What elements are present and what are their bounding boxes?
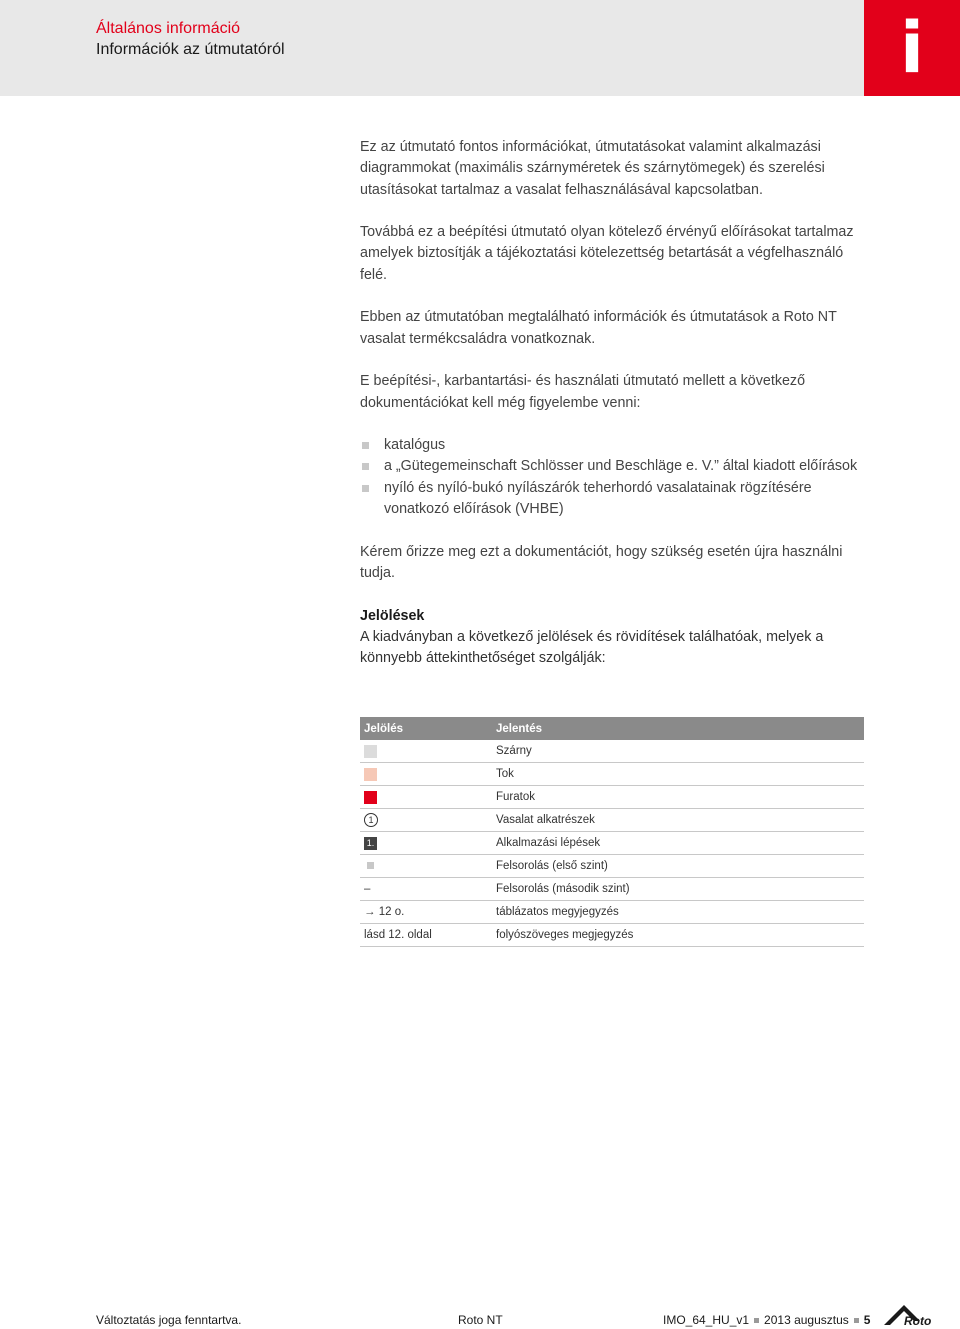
page-reference: 12 o. xyxy=(378,906,405,918)
roto-logo xyxy=(884,1303,936,1327)
bullet-icon xyxy=(362,463,369,470)
table-row: – Felsorolás (második szint) xyxy=(360,878,864,901)
page-header xyxy=(0,0,960,96)
table-row: 1. Alkalmazási lépések xyxy=(360,832,864,855)
table-row: 1 Vasalat alkatrészek xyxy=(360,809,864,832)
table-row: → 12 o. táblázatos megyjegyzés xyxy=(360,901,864,924)
footer-notice: Változtatás joga fenntartva. xyxy=(96,1313,242,1327)
table-header-row xyxy=(360,717,864,740)
bullet-icon xyxy=(362,485,369,492)
sash-color-swatch xyxy=(364,745,377,758)
dash-icon: – xyxy=(364,883,371,895)
see-page-reference: lásd 12. oldal xyxy=(360,924,492,947)
separator-icon xyxy=(754,1318,759,1323)
obligation-paragraph: Továbbá ez a beépítési útmutató olyan kötelező érvényű előírásokat tartalmaz amelyek biztosítják a tájékoztatási kötelezettség betartását a végfelhasználó felé. xyxy=(360,224,854,283)
bullet-icon xyxy=(367,862,374,869)
arrow-right-icon: → xyxy=(364,906,376,918)
table-row: Szárny xyxy=(360,740,864,763)
documents-paragraph: E beépítési-, karbantartási- és használati útmutató mellett a következő dokumentációkat kell még figyelembe venni: xyxy=(360,373,806,411)
frame-color-swatch xyxy=(364,768,377,781)
table-row: Furatok xyxy=(360,786,864,809)
column-header-meaning: Jelentés xyxy=(492,717,864,740)
closing-paragraph: Kérem őrizze meg ezt a dokumentációt, hogy szükség esetén újra használni tudja. xyxy=(360,543,843,581)
section-title: Általános információ xyxy=(96,20,241,37)
markings-table xyxy=(360,717,864,947)
bullet-icon xyxy=(362,442,369,449)
info-icon: i xyxy=(864,0,960,96)
circled-number-icon: 1 xyxy=(364,813,378,827)
table-row: Tok xyxy=(360,763,864,786)
intro-paragraph: Ez az útmutató fontos információkat, útmutatásokat valamint alkalmazási diagrammokat (maximális szárnyméretek és szárnytömegek) és szerelési utasításokat tartalmaz a vasalat felhasználásával kapcsolatban. xyxy=(360,139,825,198)
separator-icon xyxy=(854,1318,859,1323)
logo-text: Roto xyxy=(904,1314,932,1327)
holes-color-swatch xyxy=(364,791,377,804)
document-list xyxy=(360,435,870,520)
markings-intro: A kiadványban a következő jelölések és rövidítések találhatóak, melyek a könnyebb áttekinthetőséget szolgálják: xyxy=(360,628,824,667)
section-subtitle: Információk az útmutatóról xyxy=(96,41,285,58)
step-number-icon: 1. xyxy=(364,837,377,850)
footer-product: Roto NT xyxy=(458,1313,503,1327)
list-item: nyíló és nyíló-bukó nyílászárók teherhordó vasalatainak rögzítésére vonatkozó előírások (VHBE) xyxy=(360,478,870,521)
main-content xyxy=(360,137,870,690)
list-item: a „Gütegemeinschaft Schlösser und Beschläge e. V.” által kiadott előírások xyxy=(360,456,870,477)
markings-heading: Jelölések xyxy=(360,607,425,624)
scope-paragraph: Ebben az útmutatóban megtalálható információk és útmutatások a Roto NT vasalat termékcsaládra vonatkoznak. xyxy=(360,309,837,347)
table-row: lásd 12. oldal folyószöveges megjegyzés xyxy=(360,924,864,947)
list-item: katalógus xyxy=(360,435,870,456)
table-row: Felsorolás (első szint) xyxy=(360,855,864,878)
page-number: 5 xyxy=(863,1313,871,1327)
column-header-symbol: Jelölés xyxy=(360,717,492,740)
footer-doc-info: IMO_64_HU_v1 2013 augusztus 5 xyxy=(663,1313,871,1327)
